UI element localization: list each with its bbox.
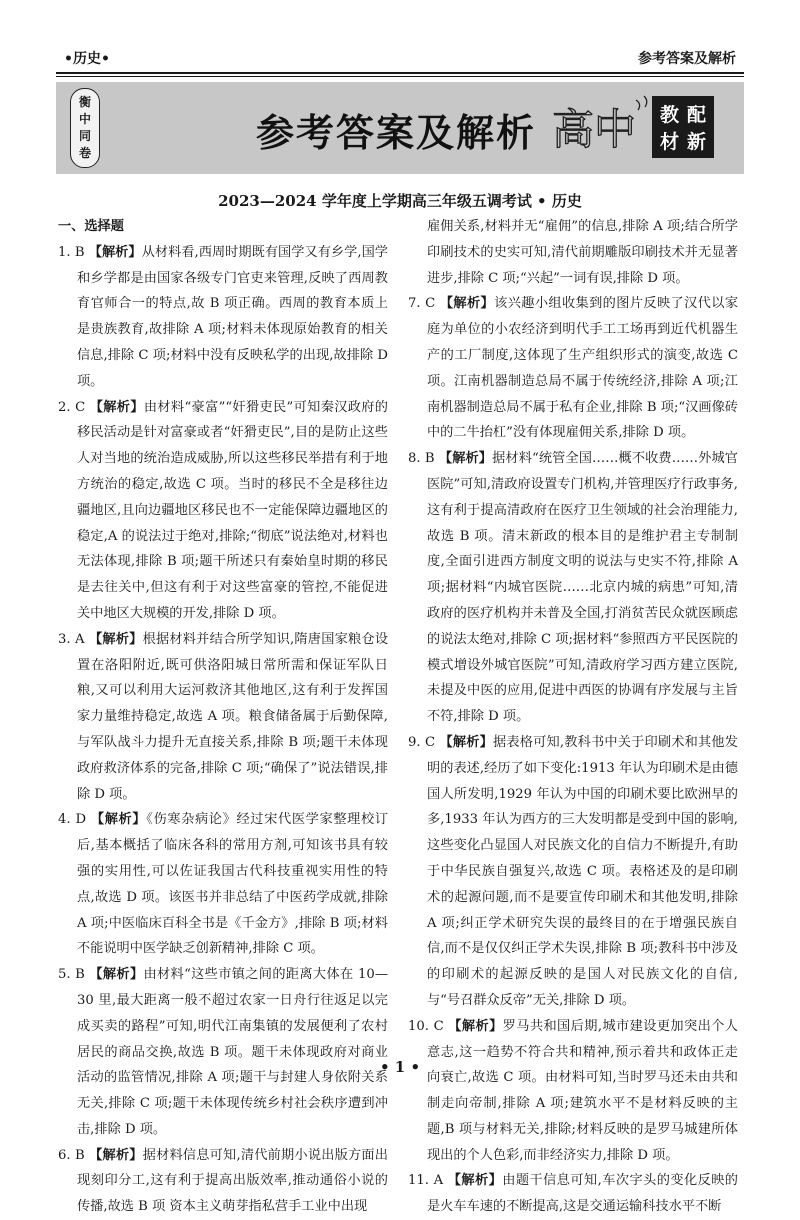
section-heading: 一、选择题 bbox=[58, 219, 124, 234]
analysis-text: 由材料“豪富”“奸猾吏民”可知秦汉政府的移民活动是针对富豪或者“奸猾吏民”,目的是防止这些人对当地的统治造成威胁,所以这些移民举措有利于地方统治的稳定,故选 C 项。当时的移民不全是移往边疆地区,且向边疆地区移民也不一定能保障边疆地区的稳定,A 的说法过于绝对,排除;“彻底”说法绝对,材料也无法体现,排除 B 项;题干所述只有秦始皇时期的移民是去往关中,但这有利于对这些富豪的管控,不能促进关中地区大规模的开发,排除 D 项。 bbox=[77, 399, 388, 621]
analysis-tag: 【解析】 bbox=[89, 399, 144, 415]
answer-item bbox=[408, 1014, 738, 1169]
analysis-text: 据材料“统管全国……概不收费……外城官医院”可知,清政府设置专门机构,并管理医疗行政事务,这有利于提高清政府在医疗卫生领域的社会治理能力,故选 B 项。清末新政的根本目的是维护君主专制制度,全面引进西方制度文明的说法与史实不符,排除 A 项;据材料“内城官医院……北京内城的病患”可知,清政府的医疗机构并未普及全国,打消贫苦民众就医顾虑的说法太绝对,排除 C 项;据材料“参照西方平民医院的模式增设外城官医院”可知,清政府学习西方建立医院,未提及中医的应用,促进中西医的协调有序发展与主旨不符,排除 D 项。 bbox=[427, 451, 738, 725]
badge-char: 教 bbox=[659, 104, 679, 126]
analysis-text: 该兴趣小组收集到的图片反映了汉代以家庭为单位的小农经济到明代手工工场再到近代机器生产的工厂制度,这体现了生产组织形式的演变,故选 C 项。江南机器制造总局不属于传统经济,排除 A 项;江南机器制造总局不属于私有企业,排除 B 项;“汉画像砖中的二牛抬杠”没有体现雇佣关系,排除 D 项。 bbox=[427, 296, 739, 441]
answer-item bbox=[58, 962, 388, 1143]
analysis-text: 从材料看,西周时期既有国学又有乡学,国学和乡学都是由国家各级专门官吏来管理,反映了西周教育官师合一的特点,故 B 项正确。西周的教育本质上是贵族教育,故排除 A 项;材料未体现原始教育的相关信息,排除 C 项;材料中没有反映私学的出现,故排除 D 项。 bbox=[77, 244, 388, 389]
badge-char: 配 bbox=[686, 104, 706, 126]
answer-item bbox=[408, 1168, 738, 1220]
answer-item bbox=[408, 291, 738, 446]
analysis-tag: 【解析】 bbox=[90, 812, 147, 828]
answer-item bbox=[58, 1143, 388, 1220]
analysis-tag: 【解析】 bbox=[439, 296, 495, 312]
subject-label: •历史• bbox=[64, 51, 110, 67]
handwritten-script-graphic bbox=[546, 92, 656, 162]
analysis-text: 《伤寒杂病论》经过宋代医学家整理校订后,基本概括了临床各科的常用方剂,可知该书具有较强的实用性,可以佐证我国古代科技重视实用性的特点,故选 D 项。该医书并非总结了中医药学成就,排除 A 项;中医临床百科全书是《千金方》,排除 B 项;材料不能说明中医学缺乏创新精神,排除 C 项。 bbox=[77, 812, 389, 957]
answer-number: 7. bbox=[408, 296, 426, 312]
answer-number: 2. bbox=[58, 399, 76, 415]
analysis-tag: 【解析】 bbox=[447, 1173, 503, 1189]
seal-char: 同 bbox=[78, 129, 91, 143]
answer-letter: B bbox=[75, 967, 90, 983]
badge-char: 材 bbox=[659, 131, 679, 153]
analysis-tag: 【解析】 bbox=[88, 631, 143, 647]
answer-item bbox=[408, 446, 738, 730]
document-title: 2023—2024 学年度上学期高三年级五调考试 • 历史 bbox=[218, 192, 582, 210]
title-banner bbox=[56, 82, 744, 174]
analysis-tag: 【解析】 bbox=[89, 967, 144, 983]
answer-number: 4. bbox=[58, 812, 76, 828]
answer-letter: C bbox=[425, 296, 440, 312]
answer-number: 5. bbox=[58, 967, 76, 983]
answer-letter: C bbox=[75, 399, 90, 415]
analysis-text: 罗马共和国后期,城市建设更加突出个人意志,这一趋势不符合共和精神,预示着共和政体正走向衰亡,故选 C 项。由材料可知,当时罗马还未由共和制走向帝制,排除 A 项;建筑水平不是材料反映的主题,B 项与材料无关,排除;材料反映的是罗马城建所体现出的个人色彩,而非经济实力,排除 D 项。 bbox=[427, 1018, 738, 1163]
analysis-tag: 【解析】 bbox=[88, 244, 142, 260]
answer-number: 6. bbox=[58, 1147, 75, 1163]
answer-letter: C bbox=[433, 1018, 449, 1034]
analysis-text: 据材料信息可知,清代前期小说出版方面出现刻印分工,这有利于提高出版效率,推动通俗小说的传播,故选 B 项 资本主义萌芽指私营手工业中出现 bbox=[77, 1147, 388, 1215]
seal-char: 衡 bbox=[78, 95, 91, 109]
answer-letter: B bbox=[424, 451, 439, 467]
page-header bbox=[56, 48, 744, 70]
answer-item bbox=[58, 240, 388, 395]
seal-logo bbox=[70, 88, 100, 168]
analysis-tag: 【解析】 bbox=[448, 1018, 503, 1034]
answer-item bbox=[58, 627, 388, 808]
continued-paragraph: 雇佣关系,材料并无“雇佣”的信息,排除 A 项;结合所学印刷技术的史实可知,清代前期雕版印刷技术并无显著进步,排除 C 项;“兴起”一词有误,排除 D 项。 bbox=[427, 219, 738, 286]
answer-number: 11. bbox=[408, 1173, 434, 1189]
answer-letter: B bbox=[74, 1147, 90, 1163]
answer-letter: D bbox=[75, 812, 91, 828]
answer-item bbox=[58, 395, 388, 627]
analysis-tag: 【解析】 bbox=[89, 1147, 143, 1163]
answer-number: 9. bbox=[408, 734, 425, 750]
new-textbook-badge bbox=[652, 96, 714, 158]
answer-item bbox=[408, 730, 738, 1014]
answer-number: 8. bbox=[408, 451, 425, 467]
script-text: 高中 bbox=[552, 105, 637, 154]
answer-letter: B bbox=[74, 244, 89, 260]
answer-letter: A bbox=[433, 1173, 448, 1189]
answer-item bbox=[58, 807, 388, 962]
banner-title: 参考答案及解析 bbox=[256, 111, 537, 155]
seal-char: 卷 bbox=[78, 146, 91, 160]
analysis-text: 由材料“这些市镇之间的距离大体在 10—30 里,最大距离一般不超过农家一日舟行往返足以完成买卖的路程”可知,明代江南集镇的发展便利了农村居民的商品交换,故选 B 项。题干未体现政府对商业活动的监管情况,排除 A 项;题干与封建人身依附关系无关,排除 C 项;题干未体现传统乡村社会秩序遭到冲击,排除 D 项。 bbox=[77, 967, 389, 1137]
analysis-tag: 【解析】 bbox=[439, 734, 493, 750]
analysis-tag: 【解析】 bbox=[438, 451, 493, 467]
seal-char: 中 bbox=[78, 112, 91, 126]
answer-number: 1. bbox=[58, 244, 75, 260]
badge-char: 新 bbox=[686, 131, 706, 153]
header-rule-thin bbox=[56, 76, 744, 77]
analysis-text: 根据材料并结合所学知识,隋唐国家粮仓设置在洛阳附近,既可供洛阳城日常所需和保证军队日粮,又可以利用大运河救济其他地区,这有利于发挥国家力量维持稳定,故选 A 项。粮食储备属于后勤保障,与军队战斗力提升无直接关系,排除 B 项;题干未体现政府救济体系的完备,排除 C 项;“确保了”说法错误,排除 D 项。 bbox=[77, 631, 389, 802]
answer-letter: C bbox=[424, 734, 440, 750]
answer-number: 10. bbox=[408, 1018, 434, 1034]
analysis-text: 由题干信息可知,车次字头的变化反映的是火车车速的不断提高,这是交通运输科技水平不断 bbox=[427, 1173, 738, 1215]
answer-letter: A bbox=[75, 631, 89, 647]
header-rule-thick bbox=[56, 72, 744, 74]
header-right-title: 参考答案及解析 bbox=[638, 51, 736, 67]
page-number: • 1 • bbox=[379, 1058, 421, 1076]
analysis-text: 据表格可知,教科书中关于印刷术和其他发明的表述,经历了如下变化:1913 年认为印刷术是由德国人所发明,1929 年认为中国的印刷术要比欧洲早的多,1933 年认为西方的三大发明都是受到中国的影响,这些变化凸显国人对民族文化的自信力不断提升,有助于中华民族自强复兴,故选 C 项。表格述及的是印刷术的起源问题,而不是要宣传印刷术和其他发明,排除 A 项;纠正学术研究失误的最终目的在于增强民族自信,而不是仅仅纠正学术失误,排除 B 项;教科书中涉及的印刷术的起源反映的是国人对民族文化的自信,与“号召群众反帝”无关,排除 D 项。 bbox=[427, 734, 738, 1008]
answer-number: 3. bbox=[58, 631, 75, 647]
